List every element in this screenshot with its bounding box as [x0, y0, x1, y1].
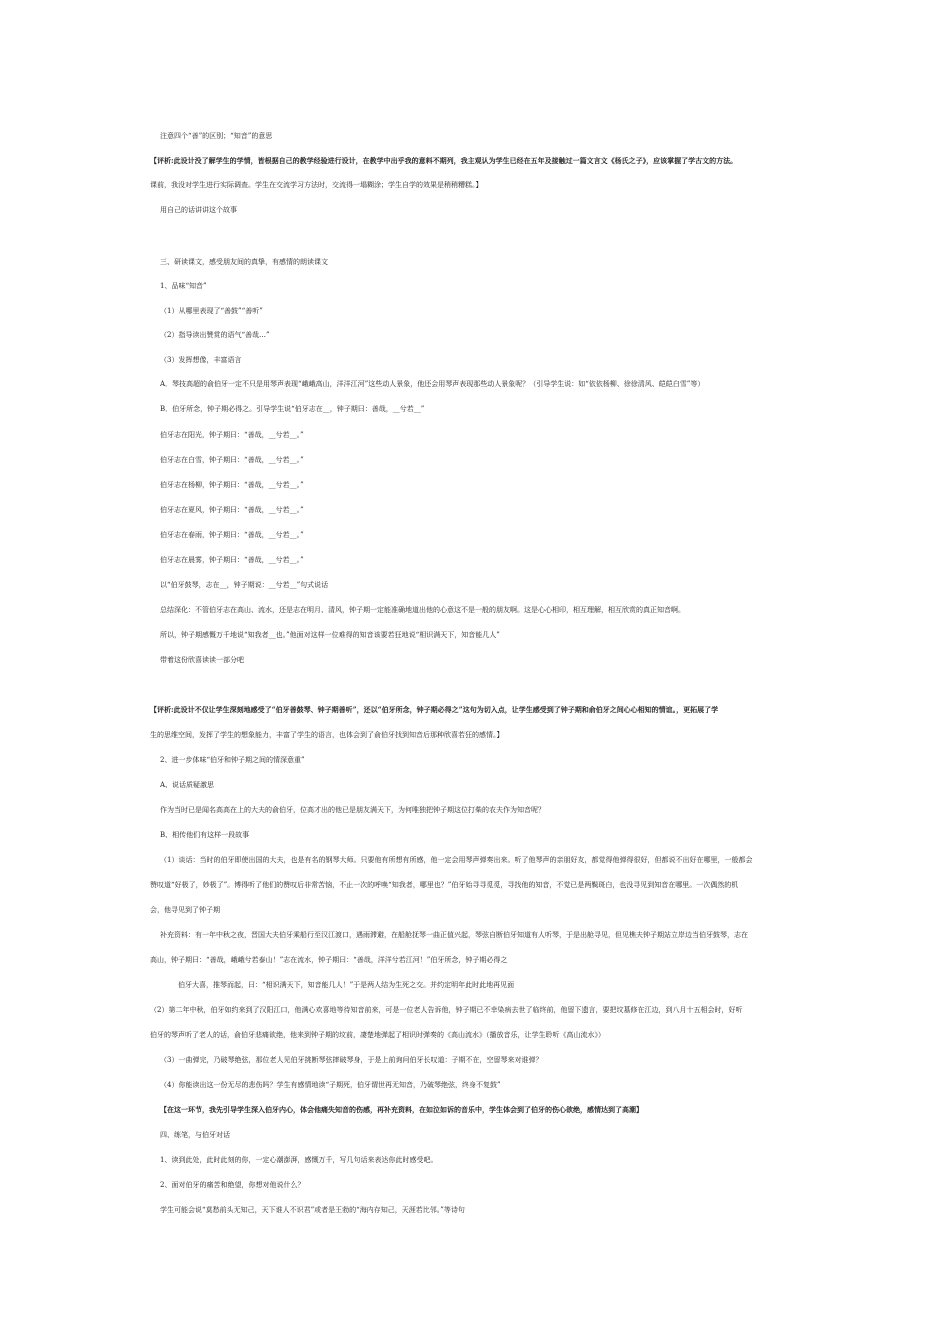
text-line: A、说话质疑激思 — [160, 781, 215, 789]
comment-line: 【评析:此设计不仅让学生深刻地感受了“伯牙善鼓琴、钟子期善听”，还以“伯牙所念，钟子期必得之”这句为切入点，让学生感受到了钟子期和俞伯牙之间心心相知的情谊。，更拓展了学 — [150, 705, 719, 714]
text-line: 用自己的话讲讲这个故事 — [160, 206, 237, 214]
text-line: 2、面对伯牙的痛苦和绝望，你想对他说什么？ — [160, 1181, 305, 1189]
comment-line: 【在这一环节，我先引导学生深入伯牙内心，体会他痛失知音的伤感，再补充资料，在如泣如诉的音乐中，学生体会到了伯牙的伤心欲绝，感情达到了高潮】 — [160, 1105, 643, 1114]
text-line: 赞叹道“好极了，妙极了”。博得听了他们的赞叹后非常苦恼，不止一次的呼唤“知我者，哪里也？”伯牙始寻寻觅觅，寻找他的知音，不觉已是两鬓斑白，也没寻见到知音在哪里。一次偶然的机 — [150, 881, 739, 889]
text-line: 伯牙的琴声听了老人的话，俞伯牙悲痛欲绝，他来到钟子期的坟前，凄楚地弹起了相识时弹奏的《高山流水》（播放音乐，让学生聆听《高山流水》） — [150, 1031, 605, 1039]
text-line: （3）发挥想像，丰富语言 — [160, 356, 242, 364]
section-heading: 四、练笔，与伯牙对话 — [160, 1131, 230, 1139]
text-line: 补充资料：有一年中秋之夜，晋国大夫伯牙乘船行至汉江渡口，遇雨滞避，在船舱抚琴一曲正值兴起，琴弦自断伯牙知道有人听琴，于是出舱寻见，但见樵夫钟子期站立岸边当伯牙鼓琴，志在 — [160, 931, 748, 939]
text-line: 1、读到此处，此时此刻的你，一定心潮澎湃，感慨万千，写几句话来表达你此时感受吧。 — [160, 1156, 438, 1164]
text-line: 所以，钟子期感慨万千地说“知我者__也。”他面对这样一位难得的知音该要若狂地说“相识满天下，知音能几人” — [160, 631, 500, 639]
text-line: （1）谈话：当时的伯牙即使出国的大夫，也是有名的钢琴大师。只要他有所想有所感，他一定会用琴声弹奏出来。听了他琴声的亲朋好友，都觉得他弹得很好，但都说不出好在哪里，一般都会 — [160, 856, 753, 864]
subsection-heading: 1、品味“知音” — [160, 282, 207, 290]
text-line: 总结深化：不管伯牙志在高山、流水，还是志在明月、清风，钟子期一定能准确地道出他的心意这不是一般的朋友啊。这是心心相印，相互理解，相互欣赏的真正知音啊。 — [160, 606, 685, 614]
text-line: 伯牙志在阳光，钟子期曰：“善哉，__兮若__。” — [160, 431, 304, 439]
text-line: （2）指导读出赞赏的语气“善哉…” — [160, 331, 270, 339]
text-line: 伯牙志在白雪，钟子期曰：“善哉，__兮若__。” — [160, 456, 304, 464]
text-line: 学生可能会说“莫愁前头无知己，天下谁人不识君”或者是王勃的“海内存知己，天涯若比邻。”等诗句 — [160, 1206, 465, 1214]
comment-line: 课前，我没对学生进行实际调查。学生在交流学习方法时，交流得一塌糊涂；学生自学的效果是稍稍糟糕。】 — [150, 181, 483, 189]
comment-line: 【评析:此设计没了解学生的学情，皆根据自己的教学经验进行设计，在教学中出乎我的意料不期列，我主观认为学生已经在五年及接触过一篇文言文《杨氏之子》，应该掌握了学古文的方法。 — [150, 156, 738, 165]
text-line: 伯牙大喜，推琴而起，曰：“相识满天下，知音能几人！”于是两人结为生死之交。并约定明年此时此地再见面 — [178, 981, 515, 989]
text-line: A．琴技高超的俞伯牙一定不只是用琴声表现“峨峨高山，洋洋江河”这些动人景象，他还会用琴声表现那些动人景象呢？（引导学生说：如“依依杨柳、徐徐清风、皑皑白雪”等） — [160, 380, 705, 388]
text-line: （2）第二年中秋，伯牙如约来到了汉阳江口，他满心欢喜地等待知音前来，可是一位老人告诉他，钟子期已不幸染病去世了临终前，他留下遗言，要把坟墓修在江边，到八月十五相会时，好听 — [150, 1006, 743, 1014]
text-line: B、相传他们有这样一段故事 — [160, 831, 250, 839]
section-heading: 三、研读课文，感受朋友间的真挚，有感情的朗读课文 — [160, 258, 328, 266]
comment-line: 生的思维空间，发挥了学生的想象能力，丰富了学生的语言，也体会到了俞伯牙找到知音后那种欣喜若狂的感情。】 — [150, 731, 504, 739]
text-line: 以“伯牙鼓琴，志在__，钟子期说：__兮若__”句式说话 — [160, 581, 329, 589]
text-line: 带着这份欣喜读读一部分吧 — [160, 656, 244, 664]
text-line: 作为当时已是闻名高高在上的大夫的俞伯牙，位高才出的他已是朋友满天下，为何唯独把钟子期这位打柴的农夫作为知音呢？ — [160, 806, 545, 814]
text-line: 伯牙志在杨柳，钟子期曰：“善哉，__兮若__。” — [160, 481, 304, 489]
text-line: 伯牙志在晨雾，钟子期曰：“善哉，__兮若__。” — [160, 556, 304, 564]
text-line: 会，他寻见到了钟子期 — [150, 906, 220, 914]
text-line: 伯牙志在夏风，钟子期曰：“善哉，__兮若__。” — [160, 506, 304, 514]
text-line: （1）从哪里表现了“善鼓”“善听” — [160, 307, 263, 315]
text-line: B．伯牙所念，钟子期必得之。引导学生说“伯牙志在__，钟子期曰：善哉，__兮若__” — [160, 405, 425, 413]
text-line: （4）你能读出这一份无尽的悲伤吗？学生有感情地读“子期死，伯牙谓世再无知音，乃破琴绝弦，终身不复鼓” — [160, 1081, 501, 1089]
text-line: 伯牙志在春雨，钟子期曰：“善哉，__兮若__。” — [160, 531, 304, 539]
text-line: 高山，钟子期曰：“善哉，峨峨兮若泰山！”志在流水，钟子期曰：“善哉，洋洋兮若江河！”伯牙所念，钟子期必得之 — [150, 956, 508, 964]
text-line: （3）一曲弹完，乃破琴绝弦，那位老人见伯牙挑断琴弦摔破琴身，于是上前询问伯牙长叹道：子期不在，空留琴来对谁弹？ — [160, 1056, 543, 1064]
text-line: 注意四个“善”的区别；“知音”的意思 — [160, 132, 273, 140]
subsection-heading: 2、进一步体味“伯牙和钟子期之间的情深意重” — [160, 756, 305, 764]
